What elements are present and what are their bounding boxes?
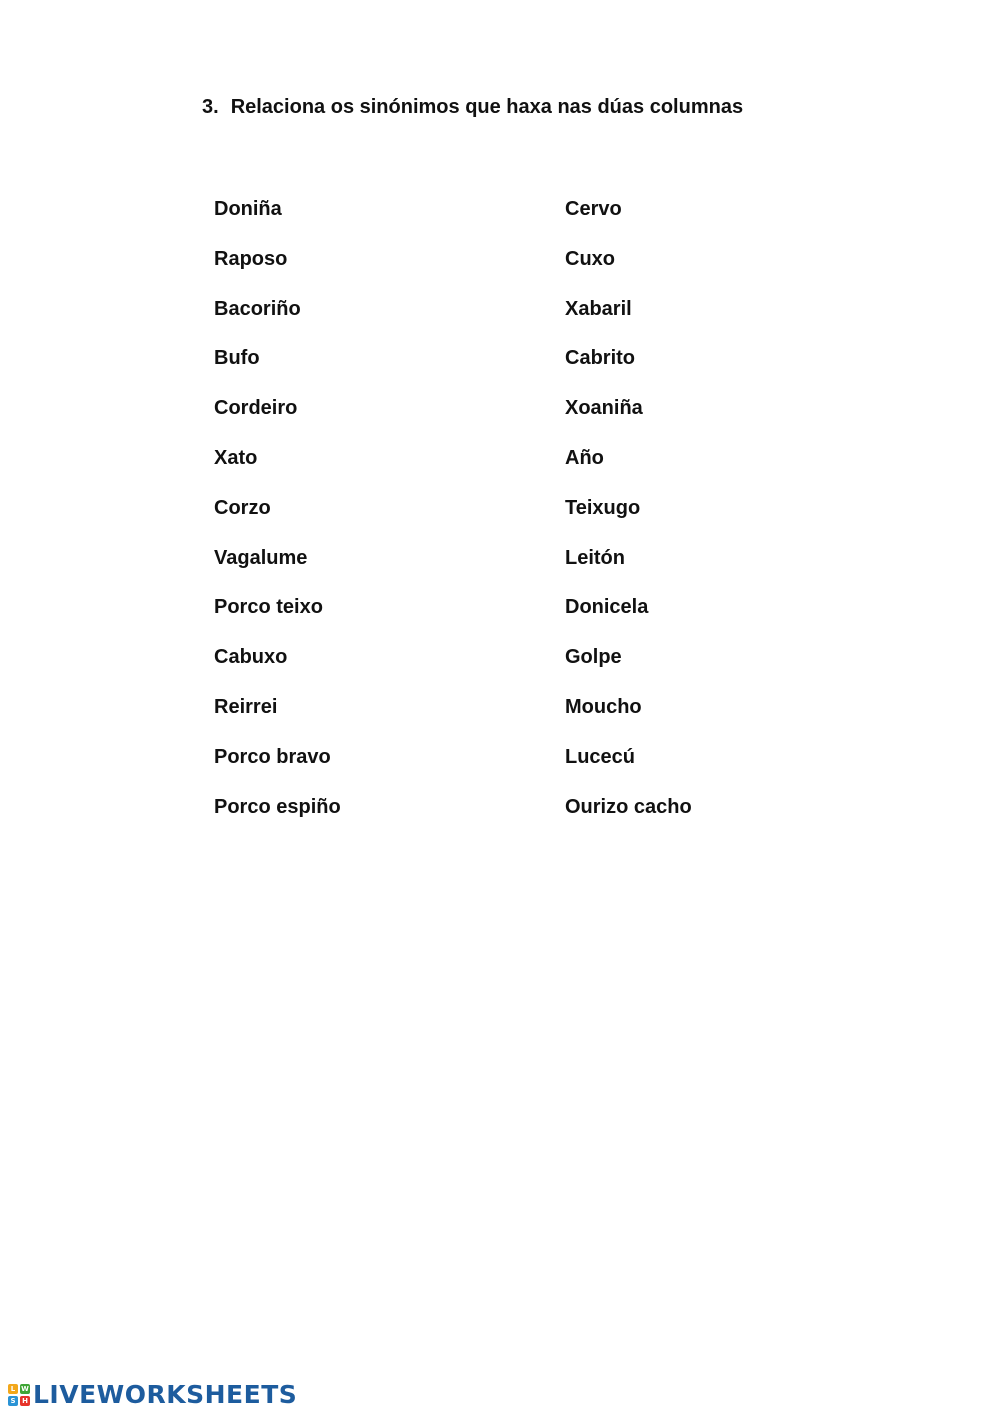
- right-word[interactable]: Lucecú: [565, 745, 636, 768]
- left-word[interactable]: Porco bravo: [214, 745, 331, 768]
- left-word-column: [214, 196, 341, 843]
- right-word[interactable]: Xabaril: [565, 297, 632, 320]
- exercise-heading: [202, 96, 743, 119]
- left-word[interactable]: Vagalume: [214, 546, 308, 569]
- left-word[interactable]: Porco espiño: [214, 795, 341, 818]
- right-word[interactable]: Teixugo: [565, 496, 641, 519]
- right-word[interactable]: Donicela: [565, 596, 649, 619]
- right-word[interactable]: Cabrito: [565, 347, 635, 370]
- left-word[interactable]: Xato: [214, 446, 258, 469]
- left-word[interactable]: Raposo: [214, 247, 288, 270]
- right-word[interactable]: Leitón: [565, 546, 625, 569]
- right-word[interactable]: Cervo: [565, 198, 622, 220]
- exercise-instruction: Relaciona os sinónimos que haxa nas dúas columnas: [230, 96, 744, 118]
- left-word[interactable]: Doniña: [214, 198, 282, 220]
- logo-mark-icon: [8, 1384, 30, 1406]
- left-word[interactable]: Cabuxo: [214, 646, 288, 669]
- exercise-number: 3.: [202, 96, 219, 118]
- left-word[interactable]: Cordeiro: [214, 397, 298, 420]
- logo-square: L: [8, 1384, 18, 1394]
- left-word[interactable]: Bacoriño: [214, 297, 301, 320]
- right-word-column: [565, 196, 692, 843]
- right-word[interactable]: Xoaniña: [565, 397, 643, 420]
- logo-square: H: [20, 1396, 30, 1406]
- brand-name: LIVEWORKSHEETS: [33, 1380, 298, 1409]
- left-word[interactable]: Bufo: [214, 347, 260, 370]
- logo-square: W: [21, 1384, 29, 1393]
- right-word[interactable]: Año: [565, 446, 604, 469]
- liveworksheets-logo: [8, 1380, 297, 1409]
- right-word[interactable]: Cuxo: [565, 247, 615, 270]
- left-word[interactable]: Reirrei: [214, 695, 278, 718]
- right-word[interactable]: Moucho: [565, 695, 642, 718]
- logo-square: S: [8, 1396, 18, 1406]
- left-word[interactable]: Porco teixo: [214, 596, 323, 619]
- right-word[interactable]: Ourizo cacho: [565, 795, 692, 818]
- left-word[interactable]: Corzo: [214, 496, 271, 519]
- right-word[interactable]: Golpe: [565, 646, 622, 669]
